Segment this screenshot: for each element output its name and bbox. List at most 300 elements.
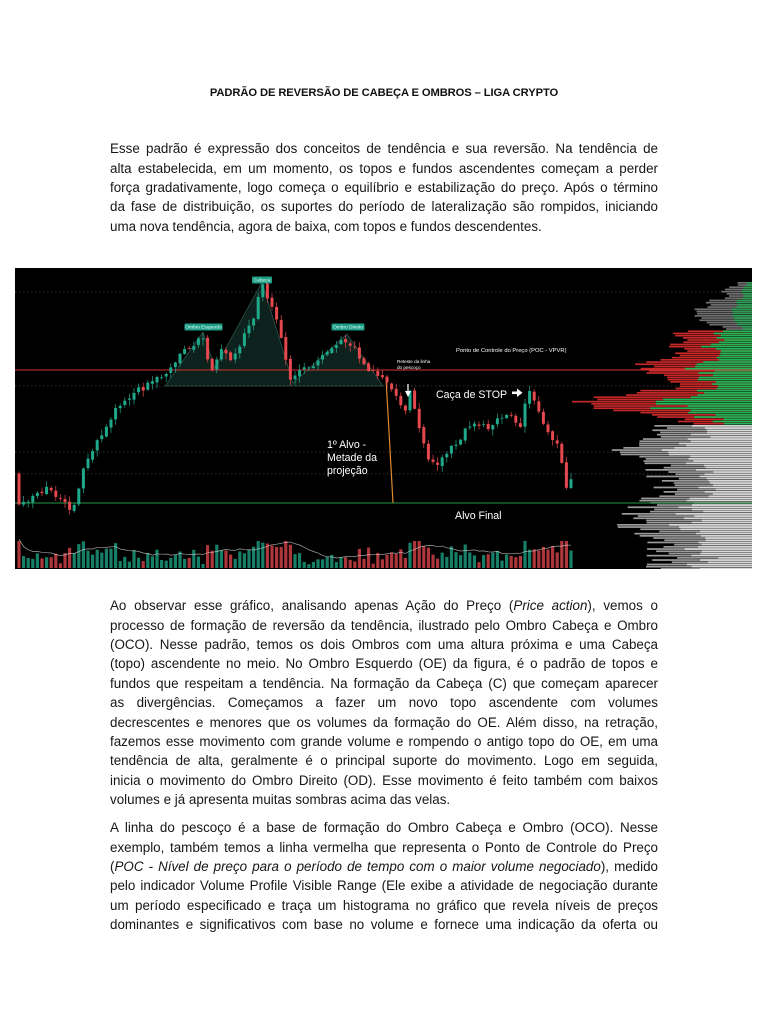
- candle-body: [96, 440, 99, 450]
- candle: [77, 488, 80, 507]
- volume-bar: [243, 553, 246, 568]
- profile-bar-highlight: [705, 537, 752, 539]
- text-line: [110, 674, 658, 693]
- profile-bar-highlight: [698, 379, 752, 381]
- text-segment: (: [110, 859, 115, 875]
- candle-body: [399, 396, 402, 405]
- candle-body: [137, 387, 140, 392]
- volume-bar: [408, 543, 411, 568]
- candle-body: [528, 391, 531, 404]
- profile-bar-highlight: [669, 524, 752, 526]
- candle-body: [533, 392, 536, 401]
- profile-bar-highlight: [734, 317, 752, 319]
- candle-body: [100, 435, 103, 439]
- text-segment: fazemos esse movimento com grande volume e rompendo o antigo topo do OE, em uma: [110, 734, 658, 750]
- volume-bar: [137, 558, 140, 568]
- profile-bar-highlight: [721, 350, 752, 352]
- profile-bar-highlight: [680, 528, 752, 530]
- first-target-annotation-line: 1º Alvo -: [327, 439, 367, 451]
- italic-text: Price action: [513, 598, 588, 614]
- profile-bar-highlight: [709, 480, 752, 482]
- paragraph-neckline-poc: [110, 818, 658, 934]
- volume-bar: [224, 551, 227, 568]
- profile-bar-highlight: [732, 308, 752, 310]
- text-segment: processo de formação de reversão da tendência, ilustrado pelo Ombro Cabeça e Ombro: [110, 617, 658, 633]
- text-segment: ), vemos o: [587, 598, 658, 614]
- volume-bar: [261, 543, 264, 568]
- candle-body: [234, 354, 237, 360]
- candle-body: [367, 363, 370, 371]
- volume-bar: [280, 547, 283, 568]
- volume-bar: [183, 559, 186, 568]
- volume-bar: [188, 558, 191, 568]
- text-line: [110, 915, 658, 934]
- candle-body: [45, 487, 48, 494]
- volume-bar: [298, 553, 301, 568]
- candle-body: [238, 347, 241, 354]
- profile-bar-highlight: [691, 396, 752, 398]
- volume-bar: [128, 562, 131, 568]
- profile-bar-highlight: [690, 498, 752, 500]
- candle-body: [294, 376, 297, 380]
- candle-body: [335, 345, 338, 348]
- profile-bar-highlight: [697, 390, 752, 392]
- candle-body: [491, 425, 494, 429]
- candle-body: [146, 383, 149, 390]
- chart-background: [15, 268, 752, 569]
- volume-bar: [73, 553, 76, 568]
- volume-bar: [450, 546, 453, 568]
- volume-bar: [335, 562, 338, 568]
- text-line: [110, 159, 658, 178]
- text-segment: (topo) ascendente no meio. No Ombro Esquerdo (OE) da figura, é o padrão de topos e: [110, 656, 658, 672]
- candle-body: [266, 284, 269, 299]
- volume-bar: [50, 557, 53, 568]
- candle-body: [441, 457, 444, 466]
- volume-bar: [109, 549, 112, 568]
- volume-bar: [362, 559, 365, 568]
- text-line: [110, 217, 658, 236]
- volume-bar: [151, 556, 154, 568]
- candle-body: [496, 418, 499, 424]
- profile-bar-highlight: [696, 469, 752, 471]
- profile-bar-highlight: [713, 471, 752, 473]
- candle-body: [160, 377, 163, 378]
- paragraph-introduction: [110, 139, 658, 236]
- profile-bar-highlight: [656, 403, 752, 405]
- volume-bar: [105, 549, 108, 568]
- text-segment: uma nova tendência, agora de baixa, com topos e fundos descendentes.: [110, 218, 542, 234]
- retest-annotation-line: Reteste da linha: [397, 359, 431, 364]
- volume-bar: [119, 561, 122, 568]
- candle-body: [432, 460, 435, 463]
- candle-body: [229, 352, 232, 360]
- profile-bar-highlight: [713, 421, 752, 423]
- text-segment: as divergências. Começamos a fazer um novo topo ascendente com volumes: [110, 695, 658, 711]
- first-target-annotation-line: Metade da: [327, 452, 378, 464]
- candle-body: [353, 347, 356, 348]
- right-shoulder-tag: [332, 324, 365, 331]
- candle-body: [87, 459, 90, 469]
- profile-bar-highlight: [656, 401, 752, 403]
- profile-bar-highlight: [692, 522, 752, 524]
- candle-body: [151, 381, 154, 384]
- profile-bar-highlight: [713, 374, 752, 376]
- profile-bar-highlight: [732, 315, 752, 317]
- profile-bar-highlight: [700, 476, 752, 478]
- text-segment: exemplo, também temos a linha vermelha que representa o Ponto de Controle do Preço: [110, 839, 658, 855]
- candle-body: [560, 444, 563, 463]
- volume-bar: [312, 562, 315, 568]
- candle-body: [551, 431, 554, 440]
- volume-bar: [316, 559, 319, 568]
- profile-bar-highlight: [717, 357, 752, 359]
- profile-bar-highlight: [720, 352, 752, 354]
- volume-bar: [505, 555, 508, 569]
- profile-bar-highlight: [684, 517, 752, 519]
- candle-body: [349, 343, 352, 345]
- profile-bar-highlight: [747, 282, 752, 284]
- profile-bar-highlight: [686, 462, 752, 464]
- volume-bar: [473, 555, 476, 568]
- text-segment: decrescentes e menores que os volumes da formação do OE. Além disso, na retração,: [110, 714, 658, 730]
- volume-bar: [427, 548, 430, 568]
- volume-bar: [404, 558, 407, 568]
- candle: [413, 388, 416, 410]
- candle-body: [77, 489, 80, 505]
- text-line: [110, 818, 658, 837]
- candle-body: [174, 363, 177, 368]
- candle: [206, 335, 209, 362]
- candle-body: [478, 425, 481, 426]
- profile-bar-highlight: [711, 344, 752, 346]
- profile-bar-highlight: [679, 506, 753, 508]
- volume-bar: [192, 550, 195, 568]
- head-label: Cabeça: [253, 278, 271, 284]
- volume-bar: [197, 557, 200, 569]
- profile-bar-highlight: [702, 544, 753, 546]
- profile-bar-highlight: [713, 484, 752, 486]
- volume-bar: [160, 560, 163, 568]
- candle-body: [275, 307, 278, 320]
- profile-bar-highlight: [713, 493, 752, 495]
- profile-bar-highlight: [736, 306, 752, 308]
- volume-bar: [91, 555, 94, 568]
- text-line: [110, 616, 658, 635]
- candle-body: [340, 340, 343, 344]
- volume-bar: [68, 548, 71, 568]
- profile-bar-highlight: [707, 429, 752, 431]
- volume-bar: [537, 550, 540, 568]
- candle-body: [179, 354, 182, 364]
- volume-bar: [234, 559, 237, 568]
- profile-bar-highlight: [705, 473, 753, 475]
- volume-bar: [82, 541, 85, 568]
- volume-bar: [155, 550, 158, 568]
- text-line: [110, 635, 658, 654]
- candle-body: [18, 473, 21, 504]
- volume-bar: [17, 541, 20, 568]
- candle-body: [524, 404, 527, 427]
- volume-bar: [436, 559, 439, 568]
- profile-bar-highlight: [700, 568, 752, 569]
- profile-bar-highlight: [744, 295, 752, 297]
- profile-bar-highlight: [689, 458, 753, 460]
- volume-bar: [54, 554, 57, 568]
- profile-bar-highlight: [743, 328, 752, 330]
- profile-bar-highlight: [737, 324, 752, 326]
- profile-bar-highlight: [741, 291, 752, 293]
- candle: [18, 471, 21, 505]
- volume-bar: [27, 558, 30, 568]
- volume-bar: [445, 557, 448, 568]
- profile-bar-highlight: [719, 359, 752, 361]
- profile-bar-highlight: [733, 311, 752, 313]
- volume-bar: [390, 553, 393, 569]
- profile-bar-highlight: [704, 392, 752, 394]
- profile-bar-highlight: [712, 383, 752, 385]
- volume-bar: [100, 553, 103, 568]
- candle-body: [473, 424, 476, 427]
- text-segment: pelo indicador Volume Profile Visible Range (Ele exibe a atividade de negociação durante: [110, 878, 658, 894]
- candle-body: [376, 371, 379, 376]
- candle-body: [284, 337, 287, 360]
- volume-bar: [40, 558, 43, 568]
- volume-bar: [220, 551, 223, 569]
- text-segment: A linha do pescoço é a base de formação do Ombro Cabeça e Ombro (OCO). Nesse: [110, 820, 658, 836]
- candle-body: [225, 350, 228, 353]
- candle-body: [64, 499, 67, 502]
- candle-body: [128, 399, 131, 400]
- profile-bar-highlight: [703, 361, 752, 363]
- profile-bar-highlight: [692, 566, 752, 568]
- text-line: [110, 896, 658, 915]
- right-shoulder-label: Ombro Direito: [333, 325, 363, 331]
- profile-bar-highlight: [714, 333, 752, 335]
- candle-body: [202, 339, 205, 340]
- candle-body: [243, 333, 246, 346]
- candle: [211, 357, 214, 372]
- profile-bar-highlight: [701, 346, 752, 348]
- candle-body: [252, 319, 255, 326]
- profile-bar-highlight: [696, 533, 752, 535]
- text-segment: volumes e já apresenta muitas sombras acima das velas.: [110, 792, 451, 808]
- candle-body: [114, 408, 117, 419]
- volume-bar: [560, 541, 563, 568]
- candle-body: [119, 406, 122, 408]
- candle-body: [280, 320, 283, 338]
- volume-bar: [215, 545, 218, 568]
- volume-bar: [307, 564, 310, 568]
- candle-body: [542, 412, 545, 424]
- profile-bar-highlight: [709, 495, 752, 497]
- volume-bar: [413, 541, 416, 568]
- candle-body: [395, 389, 398, 396]
- text-line: [110, 857, 658, 876]
- volume-bar: [528, 550, 531, 568]
- text-segment: alta estabelecida, em um momento, os topos e fundos ascendentes começam a perder: [110, 160, 658, 176]
- candle-body: [510, 415, 513, 416]
- profile-bar-highlight: [721, 335, 752, 337]
- profile-bar-highlight: [688, 405, 752, 407]
- candle-body: [105, 427, 108, 437]
- profile-bar-highlight: [691, 410, 752, 412]
- volume-bar: [266, 544, 269, 569]
- candle-body: [464, 429, 467, 441]
- profile-bar-highlight: [694, 515, 752, 517]
- profile-bar-highlight: [698, 546, 752, 548]
- text-segment: ), medido: [600, 859, 658, 875]
- candle-body: [537, 401, 540, 411]
- candle-body: [54, 491, 57, 497]
- profile-bar-highlight: [692, 425, 752, 427]
- volume-bar: [519, 556, 522, 568]
- volume-bar: [31, 559, 34, 568]
- candle-body: [487, 424, 490, 429]
- text-line: [110, 713, 658, 732]
- profile-bar-highlight: [707, 478, 752, 480]
- profile-bar-highlight: [668, 451, 752, 453]
- candle-body: [68, 502, 71, 510]
- volume-bar: [289, 545, 292, 568]
- profile-bar-highlight: [699, 377, 752, 379]
- volume-bar: [454, 552, 457, 568]
- candle: [229, 351, 232, 362]
- volume-bar: [146, 553, 149, 568]
- volume-bar: [496, 551, 499, 568]
- candle-body: [133, 393, 136, 400]
- candle-body: [450, 446, 453, 454]
- profile-bar-highlight: [724, 339, 752, 341]
- candle-body: [36, 493, 39, 496]
- poc-annotation: Ponto de Controle do Preço (POC - VPVR): [456, 348, 567, 354]
- profile-bar-highlight: [705, 427, 752, 429]
- text-line: [110, 876, 658, 895]
- candle-body: [505, 415, 508, 418]
- text-segment: força gradativamente, logo começa o equilíbrio e estabilização do preço. Após o término: [110, 180, 658, 196]
- text-line: [110, 596, 658, 615]
- candle-body: [436, 463, 439, 465]
- candle-body: [381, 375, 384, 377]
- volume-bar: [514, 557, 517, 568]
- volume-bar: [238, 551, 241, 568]
- profile-bar-highlight: [710, 436, 752, 438]
- candle-body: [169, 367, 172, 373]
- profile-bar-highlight: [692, 509, 752, 511]
- left-shoulder-tag: [185, 324, 223, 331]
- volume-bar: [165, 561, 168, 568]
- candle-body: [73, 505, 76, 511]
- candle: [560, 442, 563, 464]
- candle-body: [41, 492, 44, 493]
- candle-body: [188, 348, 191, 349]
- volume-bar: [431, 555, 434, 568]
- candle-body: [123, 401, 126, 405]
- candle-body: [404, 406, 407, 411]
- candle-body: [261, 284, 264, 297]
- profile-bar-highlight: [688, 412, 752, 414]
- volume-bar: [500, 561, 503, 568]
- profile-bar-highlight: [736, 302, 752, 304]
- candle-body: [519, 423, 522, 427]
- text-segment: inicia o movimento do Ombro Direito (OD). Esse movimento é feito também com baixos: [110, 772, 658, 788]
- profile-bar-highlight: [724, 423, 752, 425]
- candle-body: [31, 496, 34, 503]
- candle-body: [330, 348, 333, 353]
- final-target-annotation: Alvo Final: [455, 510, 502, 522]
- volume-bar: [211, 551, 214, 568]
- candle-body: [183, 349, 186, 354]
- text-line: [110, 838, 658, 857]
- volume-bar: [293, 554, 296, 568]
- retest-annotation-line: do pescoço: [397, 365, 421, 370]
- candle-body: [422, 427, 425, 444]
- chart-figure: [15, 268, 752, 569]
- profile-bar-highlight: [705, 491, 752, 493]
- candle-body: [22, 502, 25, 505]
- candle-body: [317, 360, 320, 365]
- profile-bar-highlight: [697, 363, 752, 365]
- volume-bar: [326, 557, 329, 568]
- candle-body: [271, 298, 274, 307]
- profile-bar-highlight: [679, 443, 752, 445]
- candle-body: [27, 502, 30, 503]
- volume-bar: [36, 553, 39, 568]
- profile-bar-highlight: [707, 432, 752, 434]
- candle-body: [82, 469, 85, 489]
- text-line: [110, 654, 658, 673]
- candle-body: [570, 479, 573, 488]
- candle-body: [514, 416, 517, 423]
- volume-bar: [385, 555, 388, 568]
- text-line: [110, 693, 658, 712]
- text-line: [110, 732, 658, 751]
- candle-body: [358, 347, 361, 358]
- volume-bar: [367, 548, 370, 568]
- volume-bar: [132, 550, 135, 568]
- profile-bar-highlight: [736, 322, 752, 324]
- candle-body: [197, 339, 200, 345]
- profile-bar-highlight: [690, 456, 752, 458]
- volume-bar: [372, 564, 375, 568]
- volume-bar: [86, 551, 89, 568]
- profile-bar-highlight: [663, 399, 752, 401]
- text-line: [110, 139, 658, 158]
- candle-body: [165, 374, 168, 377]
- profile-bar-highlight: [737, 300, 752, 302]
- text-segment: Ao observar esse gráfico, analisando apenas Ação do Preço (: [110, 598, 514, 614]
- profile-bar-highlight: [687, 500, 752, 502]
- profile-bar-highlight: [700, 559, 752, 561]
- candle-body: [321, 355, 324, 360]
- candle-body: [312, 366, 315, 368]
- candle-body: [386, 377, 389, 383]
- profile-bar-highlight: [717, 337, 753, 339]
- volume-bar: [229, 555, 232, 568]
- text-segment: (OCO). Nesse padrão, temos os dois Ombros com uma altura próxima e uma Cabeça: [110, 637, 658, 653]
- volume-bar: [395, 554, 398, 568]
- text-line: [110, 771, 658, 790]
- head-tag: [252, 277, 272, 284]
- profile-bar-highlight: [723, 330, 752, 332]
- volume-bar: [284, 541, 287, 568]
- profile-bar-highlight: [698, 372, 752, 374]
- profile-bar-highlight: [679, 526, 752, 528]
- document-title: PADRÃO DE REVERSÃO DE CABEÇA E OMBROS – LIGA CRYPTO: [209, 87, 559, 99]
- candle-body: [156, 377, 159, 382]
- candle-body: [211, 359, 214, 370]
- candle-body: [565, 462, 568, 488]
